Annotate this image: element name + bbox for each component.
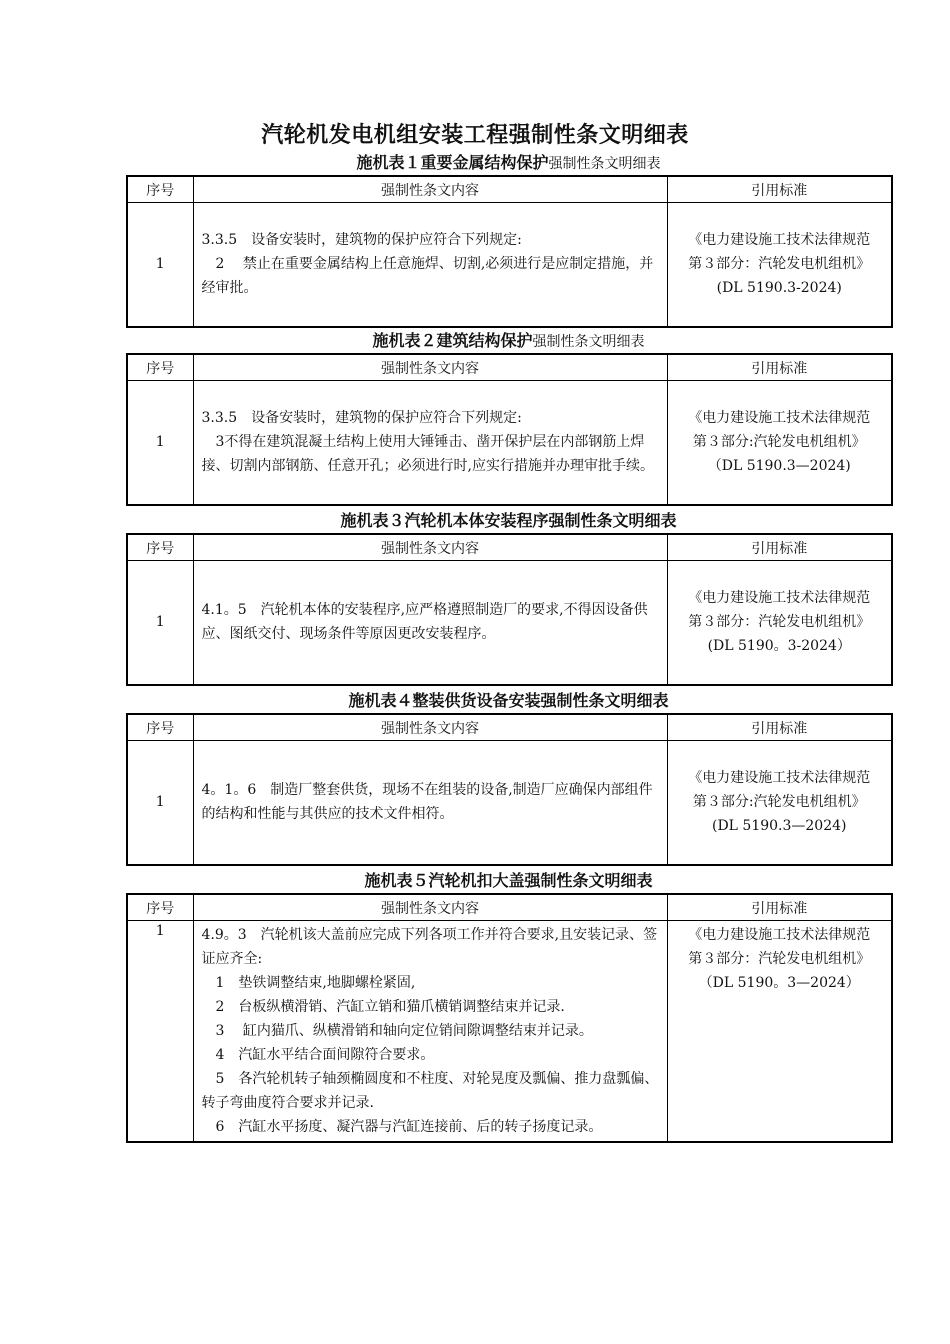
clause-table bbox=[126, 175, 893, 328]
section-title: 施机表４整装供货设备安装强制性条文明细表 bbox=[348, 691, 669, 710]
clause-content: 4。1。6 制造厂整套供货，现场不在组装的设备,制造厂应确保内部组件的结构和性能与其供应的技术文件相符。 bbox=[193, 741, 667, 865]
section-title: 施机表３汽轮机本体安装程序强制性条文明细表 bbox=[340, 511, 677, 530]
header-content: 强制性条文内容 bbox=[193, 354, 667, 381]
clause-content: 3.3.5 设备安装时，建筑物的保护应符合下列规定: 3不得在建筑混凝土结构上使用大锤锤击、凿开保护层在内部钢筋上焊接、切割内部钢筋、任意开孔；必须进行时,应实行措施并办理审批手续。 bbox=[193, 381, 667, 505]
header-content: 强制性条文内容 bbox=[193, 176, 667, 203]
section-3 bbox=[126, 509, 891, 686]
header-content: 强制性条文内容 bbox=[193, 894, 667, 921]
row-number: 1 bbox=[127, 741, 193, 865]
section-title: 施机表２建筑结构保护强制性条文明细表 bbox=[372, 331, 645, 350]
header-standard: 引用标准 bbox=[667, 354, 892, 381]
row-number: 1 bbox=[127, 561, 193, 685]
standard-reference: 《电力建设施工技术法律规范 第３部分：汽轮发电机组机》 (DL 5190.3-2024) bbox=[667, 203, 892, 327]
clause-content: 4.9。3 汽轮机该大盖前应完成下列各项工作并符合要求,且安装记录、签证应齐全: 1 垫铁调整结束,地脚螺栓紧固, 2 台板纵横滑销、汽缸立销和猫爪横销调整结束并记录. 3 缸内猫爪、纵横滑销和轴向定位销间隙调整结束并记录。 4 汽缸水平结合面间隙符合要求。 5 各汽轮机转子轴颈椭圆度和不柱度、对轮晃度及瓢偏、推力盘瓢偏、转子弯曲度符合要求并记录. 6 汽缸水平扬度、凝汽器与汽缸连接前、后的转子扬度记录。 bbox=[193, 921, 667, 1143]
standard-reference: 《电力建设施工技术法律规范 第３部分:汽轮发电机组机》 （DL 5190.3—2024) bbox=[667, 381, 892, 505]
standard-reference: 《电力建设施工技术法律规范 第３部分：汽轮发电机组机》 (DL 5190。3-2024） bbox=[667, 561, 892, 685]
section-1 bbox=[126, 151, 891, 328]
row-number: 1 bbox=[127, 203, 193, 327]
clause-content: 3.3.5 设备安装时，建筑物的保护应符合下列规定: 2 禁止在重要金属结构上任意施焊、切割,必须进行是应制定措施，并经审批。 bbox=[193, 203, 667, 327]
header-content: 强制性条文内容 bbox=[193, 714, 667, 741]
clause-table bbox=[126, 533, 893, 686]
clause-table bbox=[126, 893, 893, 1143]
header-standard: 引用标准 bbox=[667, 894, 892, 921]
section-4 bbox=[126, 689, 891, 866]
section-5 bbox=[126, 869, 891, 1143]
header-number: 序号 bbox=[127, 894, 193, 921]
header-number: 序号 bbox=[127, 714, 193, 741]
standard-reference: 《电力建设施工技术法律规范 第３部分：汽轮发电机组机》 （DL 5190。3—2024） bbox=[667, 921, 892, 1143]
document-title: 汽轮机发电机组安装工程强制性条文明细表 bbox=[261, 123, 689, 148]
clause-table bbox=[126, 353, 893, 506]
section-title: 施机表５汽轮机扣大盖强制性条文明细表 bbox=[364, 871, 653, 890]
header-number: 序号 bbox=[127, 354, 193, 381]
row-number: 1 bbox=[127, 381, 193, 505]
section-title: 施机表１重要金属结构保护强制性条文明细表 bbox=[356, 153, 661, 172]
header-standard: 引用标准 bbox=[667, 534, 892, 561]
header-content: 强制性条文内容 bbox=[193, 534, 667, 561]
row-number: 1 bbox=[127, 921, 193, 1143]
clause-content: 4.1。5 汽轮机本体的安装程序,应严格遵照制造厂的要求,不得因设备供应、图纸交付、现场条件等原因更改安装程序。 bbox=[193, 561, 667, 685]
header-standard: 引用标准 bbox=[667, 714, 892, 741]
header-number: 序号 bbox=[127, 176, 193, 203]
header-number: 序号 bbox=[127, 534, 193, 561]
clause-table bbox=[126, 713, 893, 866]
section-2 bbox=[126, 329, 891, 506]
standard-reference: 《电力建设施工技术法律规范 第３部分:汽轮发电机组机》 (DL 5190.3—2024) bbox=[667, 741, 892, 865]
header-standard: 引用标准 bbox=[667, 176, 892, 203]
